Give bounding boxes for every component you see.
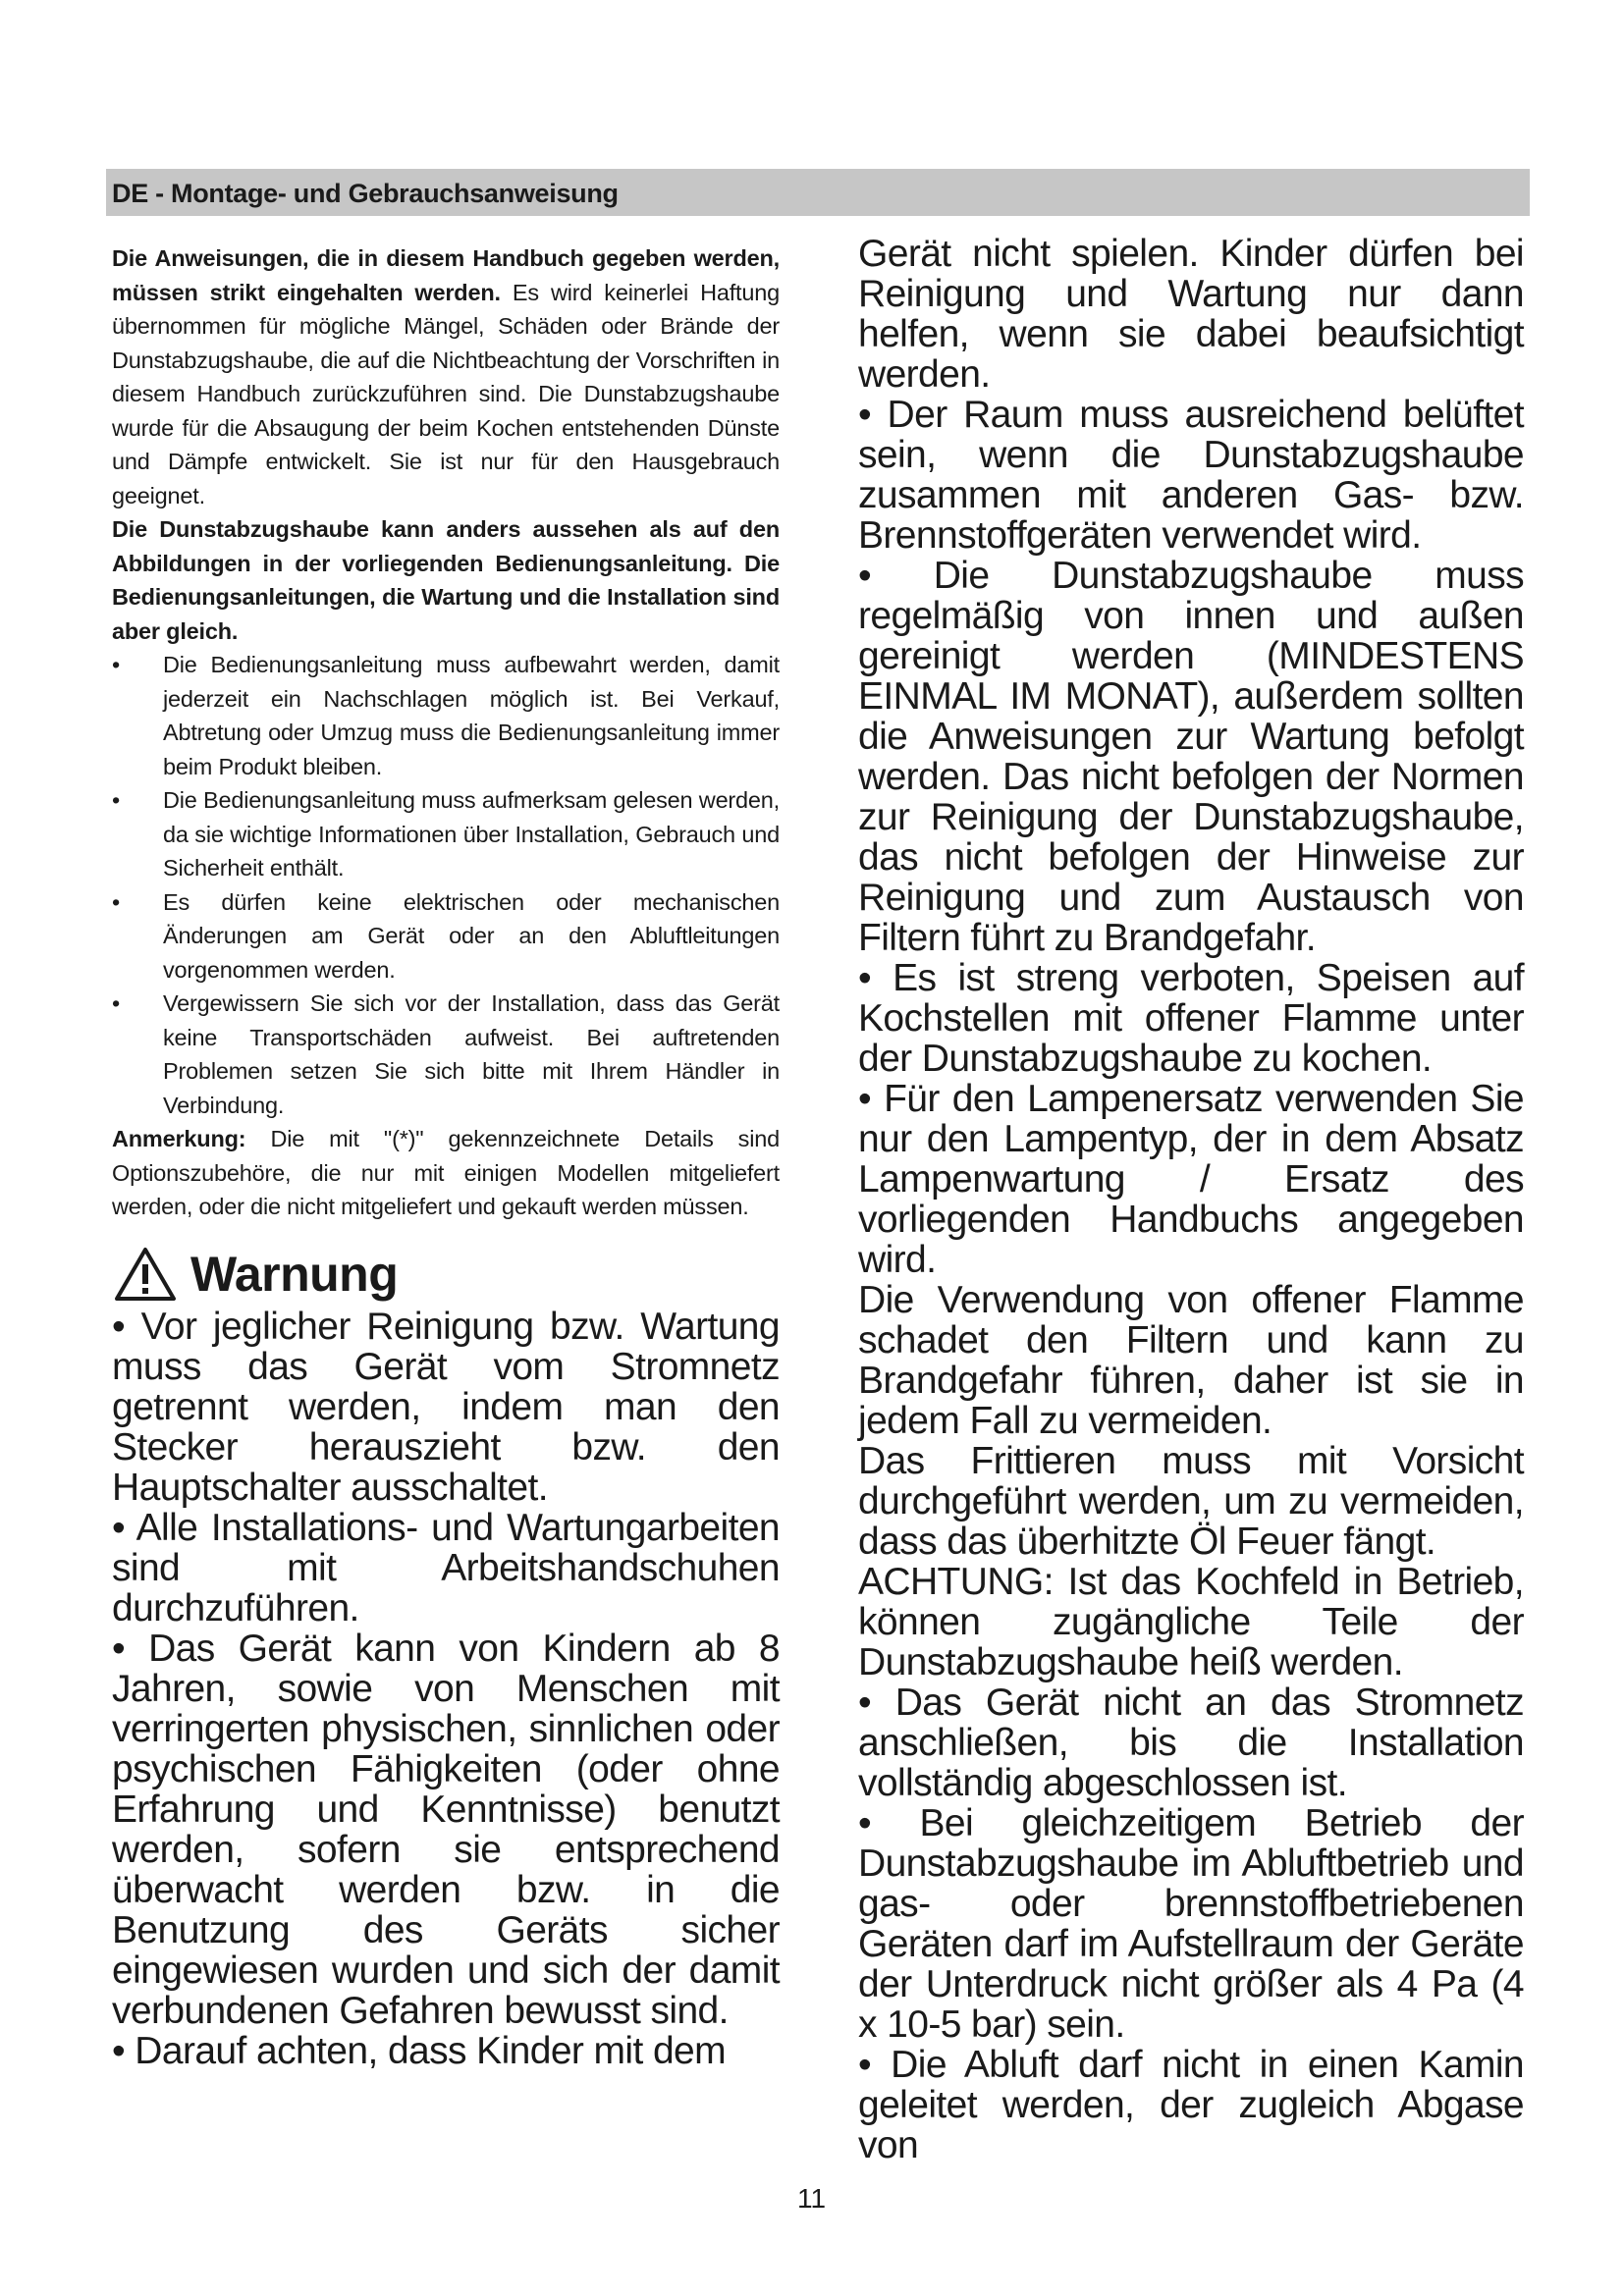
warning-paragraph: • Alle Installations- und Wartungarbeiten sind mit Arbeitshandschuhen durchzuführen. [112, 1506, 780, 1629]
bullet-dot: • [112, 652, 121, 677]
list-item: • Die Bedienungsanleitung muss aufbewahrt werden, damit jederzeit ein Nachschlagen möglich ist. Bei Verkauf, Abtretung oder Umzug muss die Bedienungsanleitung immer beim Produkt bleiben. [112, 648, 780, 783]
section-title: DE - Montage- und Gebrauchsanweisung [112, 179, 619, 208]
bullet-dot: • [112, 888, 121, 915]
warning-paragraph: • Bei gleichzeitigem Betrieb der Dunstabzugshaube im Abluftbetrieb und gas- oder brennstoffbetriebenen Geräten darf im Aufstellraum der Geräte der Unterdruck nicht größer als 4 Pa (4 x 10-5 bar) sein. [858, 1802, 1524, 2046]
warning-title: Warnung [190, 1246, 399, 1302]
remark-paragraph [112, 1122, 780, 1224]
intro-bold-lead: Die Anweisungen, die in diesem Handbuch gegeben werden, müssen strikt eingehalten werden. [112, 245, 780, 305]
list-item: • Vergewissern Sie sich vor der Installation, dass das Gerät keine Transportschäden aufweist. Bei auftretenden Problemen setzen Sie sich bitte mit Ihrem Händler in Verbindung. [112, 987, 780, 1122]
warning-paragraph: • Die Abluft darf nicht in einen Kamin geleitet werden, der zugleich Abgase von [858, 2044, 1524, 2166]
warning-paragraph: Die Verwendung von offener Flamme schadet den Filtern und kann zu Brandgefahr führen, daher ist sie in jedem Fall zu vermeiden. [858, 1279, 1524, 1442]
warning-paragraph: Gerät nicht spielen. Kinder dürfen bei Reinigung und Wartung nur dann helfen, wenn sie dabei beaufsichtigt werden. [858, 233, 1524, 396]
list-item: • Es dürfen keine elektrischen oder mechanischen Änderungen am Gerät oder an den Abluftleitungen vorgenommen werden. [112, 885, 780, 988]
warning-triangle-icon [114, 1247, 177, 1302]
remark-text: Die mit "(*)" gekennzeichnete Details sind Optionszubehöre, die nur mit einigen Modellen mitgeliefert werden, oder die nicht mitgeliefert und gekauft werden müssen. [112, 1126, 780, 1219]
left-column [112, 241, 780, 2071]
warning-heading [112, 1246, 780, 1303]
appearance-note: Die Dunstabzugshaube kann anders aussehen als auf den Abbildungen in der vorliegenden Bedienungsanleitung. Die Bedienungsanleitungen, die Wartung und die Installation sind aber gleich. [112, 516, 780, 644]
intro-text: Es wird keinerlei Haftung übernommen für mögliche Mängel, Schäden oder Brände der Dunstabzugshaube, die auf die Nichtbeachtung der Vorschriften in diesem Handbuch zurückzuführen sind. Die Dunstabzugshaube wurde für die Absaugung der beim Kochen entstehenden Dünste und Dämpfe entwickelt. Sie ist nur für den Hausgebrauch geeignet. [112, 279, 780, 508]
warning-paragraph: • Es ist streng verboten, Speisen auf Kochstellen mit offener Flamme unter der Dunstabzugshaube zu kochen. [858, 957, 1524, 1080]
warning-paragraph: • Das Gerät nicht an das Stromnetz anschließen, bis die Installation vollständig abgeschlossen ist. [858, 1682, 1524, 1804]
warning-paragraph: • Für den Lampenersatz verwenden Sie nur den Lampentyp, der in dem Absatz Lampenwartung / Ersatz des vorliegenden Handbuchs angegeben wird. [858, 1078, 1524, 1281]
warning-paragraph: • Der Raum muss ausreichend belüftet sein, wenn die Dunstabzugshaube zusammen mit anderen Gas- bzw. Brennstoffgeräten verwendet wird. [858, 394, 1524, 557]
list-item: • Die Bedienungsanleitung muss aufmerksam gelesen werden, da sie wichtige Informationen über Installation, Gebrauch und Sicherheit enthält. [112, 783, 780, 885]
warning-paragraph: • Darauf achten, dass Kinder mit dem [112, 2029, 727, 2072]
right-column [858, 234, 1524, 2165]
warning-paragraph: • Vor jeglicher Reinigung bzw. Wartung muss das Gerät vom Stromnetz getrennt werden, indem man den Stecker herauszieht bzw. den Hauptschalter ausschaltet. [112, 1305, 780, 1509]
bullet-dot: • [112, 990, 121, 1016]
intro-paragraph [112, 241, 780, 512]
warning-paragraph: • Das Gerät kann von Kindern ab 8 Jahren, sowie von Menschen mit verringerten physischen, sinnlichen oder psychischen Fähigkeiten (oder ohne Erfahrung und Kenntnisse) benutzt werden, sofern sie entsprechend überwacht werden bzw. in die Benutzung des Geräts sicher eingewiesen wurden und sich der damit verbundenen Gefahren bewusst sind. [112, 1627, 780, 2032]
warning-paragraph: • Die Dunstabzugshaube muss regelmäßig von innen und außen gereinigt werden (MINDESTENS EINMAL IM MONAT), außerdem sollten die Anweisungen zur Wartung befolgt werden. Das nicht befolgen der Normen zur Reinigung der Dunstabzugshaube, das nicht befolgen der Hinweise zur Reinigung und zum Austausch von Filtern führt zu Brandgefahr. [858, 555, 1524, 959]
warning-paragraph: Das Frittieren muss mit Vorsicht durchgeführt werden, um zu vermeiden, dass das überhitzte Öl Feuer fängt. [858, 1440, 1524, 1563]
section-header-bar [106, 169, 1530, 216]
page-number: 11 [797, 2183, 827, 2214]
warning-paragraph: ACHTUNG: Ist das Kochfeld in Betrieb, können zugängliche Teile der Dunstabzugshaube heiß werden. [858, 1561, 1524, 1683]
bullet-dot: • [112, 787, 121, 813]
remark-label: Anmerkung: [112, 1126, 246, 1151]
instruction-bullet-list [112, 648, 780, 1122]
